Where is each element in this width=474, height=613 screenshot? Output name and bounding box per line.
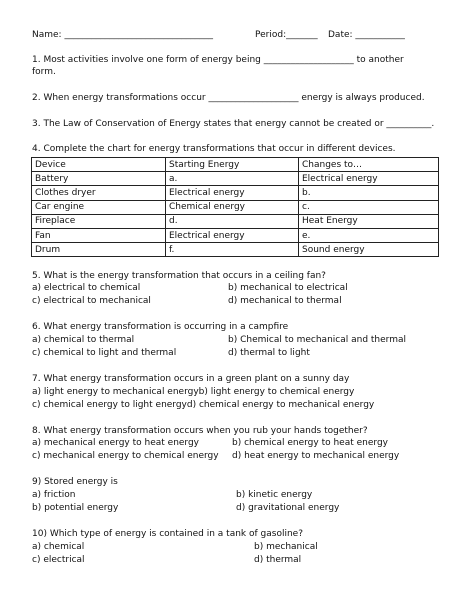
question-9-option-a: a) friction — [32, 490, 76, 500]
energy-chart-table — [31, 157, 439, 257]
table-cell: c. — [299, 200, 439, 214]
table-row — [32, 172, 439, 186]
table-cell: Sound energy — [299, 243, 439, 257]
table-cell: d. — [166, 214, 299, 228]
question-10-option-c: c) electrical — [32, 555, 85, 565]
table-cell: Car engine — [32, 200, 166, 214]
table-cell: e. — [299, 228, 439, 242]
question-7-options-cd: c) chemical energy to light energyd) chemical energy to mechanical energy — [32, 400, 375, 410]
table-row — [32, 214, 439, 228]
question-5-option-b: b) mechanical to electrical — [228, 283, 348, 293]
question-8-option-c: c) mechanical energy to chemical energy — [32, 451, 219, 461]
question-6-prompt: 6. What energy transformation is occurring in a campfire — [32, 322, 289, 332]
question-8-option-b: b) chemical energy to heat energy — [232, 438, 388, 448]
period-field-label: Period:_______ — [255, 30, 318, 40]
table-cell: Battery — [32, 172, 166, 186]
question-5-option-c: c) electrical to mechanical — [32, 296, 151, 306]
question-9-prompt: 9) Stored energy is — [32, 477, 118, 487]
table-cell: f. — [166, 243, 299, 257]
table-cell: a. — [166, 172, 299, 186]
question-3: 3. The Law of Conservation of Energy states that energy cannot be created or __________. — [32, 119, 435, 129]
name-field-label: Name: _________________________________ — [32, 30, 213, 40]
question-5-option-d: d) mechanical to thermal — [228, 296, 342, 306]
table-cell: Fan — [32, 228, 166, 242]
question-1-line-2: form. — [32, 67, 56, 77]
question-8-option-d: d) heat energy to mechanical energy — [232, 451, 400, 461]
table-header-cell: Starting Energy — [166, 158, 299, 172]
table-row — [32, 228, 439, 242]
question-5-prompt: 5. What is the energy transformation that occurs in a ceiling fan? — [32, 271, 326, 281]
question-10-option-b: b) mechanical — [254, 542, 318, 552]
question-6-option-b: b) Chemical to mechanical and thermal — [228, 335, 406, 345]
question-7-prompt: 7. What energy transformation occurs in a green plant on a sunny day — [32, 374, 350, 384]
table-cell: Clothes dryer — [32, 186, 166, 200]
table-row — [32, 200, 439, 214]
table-row — [32, 243, 439, 257]
table-cell: Heat Energy — [299, 214, 439, 228]
question-5-option-a: a) electrical to chemical — [32, 283, 141, 293]
table-header-cell: Changes to… — [299, 158, 439, 172]
table-cell: Electrical energy — [166, 186, 299, 200]
question-6-option-a: a) chemical to thermal — [32, 335, 135, 345]
question-10-option-d: d) thermal — [254, 555, 302, 565]
table-cell: Chemical energy — [166, 200, 299, 214]
table-row — [32, 186, 439, 200]
date-field-label: Date: ___________ — [328, 30, 405, 40]
question-8-option-a: a) mechanical energy to heat energy — [32, 438, 200, 448]
table-cell: b. — [299, 186, 439, 200]
table-cell: Drum — [32, 243, 166, 257]
question-4-prompt: 4. Complete the chart for energy transformations that occur in different devices. — [32, 144, 396, 154]
question-8-prompt: 8. What energy transformation occurs when you rub your hands together? — [32, 426, 368, 436]
question-9-option-c: b) potential energy — [32, 503, 119, 513]
question-1-line-1: 1. Most activities involve one form of energy being ____________________ to another — [32, 55, 404, 65]
question-7-options-ab: a) light energy to mechanical energyb) light energy to chemical energy — [32, 387, 355, 397]
question-6-option-c: c) chemical to light and thermal — [32, 348, 177, 358]
question-10-prompt: 10) Which type of energy is contained in a tank of gasoline? — [32, 529, 303, 539]
question-10-option-a: a) chemical — [32, 542, 85, 552]
question-9-option-b: b) kinetic energy — [236, 490, 313, 500]
question-9-option-d: d) gravitational energy — [236, 503, 340, 513]
table-header-cell: Device — [32, 158, 166, 172]
table-cell: Fireplace — [32, 214, 166, 228]
question-6-option-d: d) thermal to light — [228, 348, 310, 358]
question-2: 2. When energy transformations occur ____________________ energy is always produced. — [32, 93, 425, 103]
table-cell: Electrical energy — [299, 172, 439, 186]
table-header-row — [32, 158, 439, 172]
table-cell: Electrical energy — [166, 228, 299, 242]
